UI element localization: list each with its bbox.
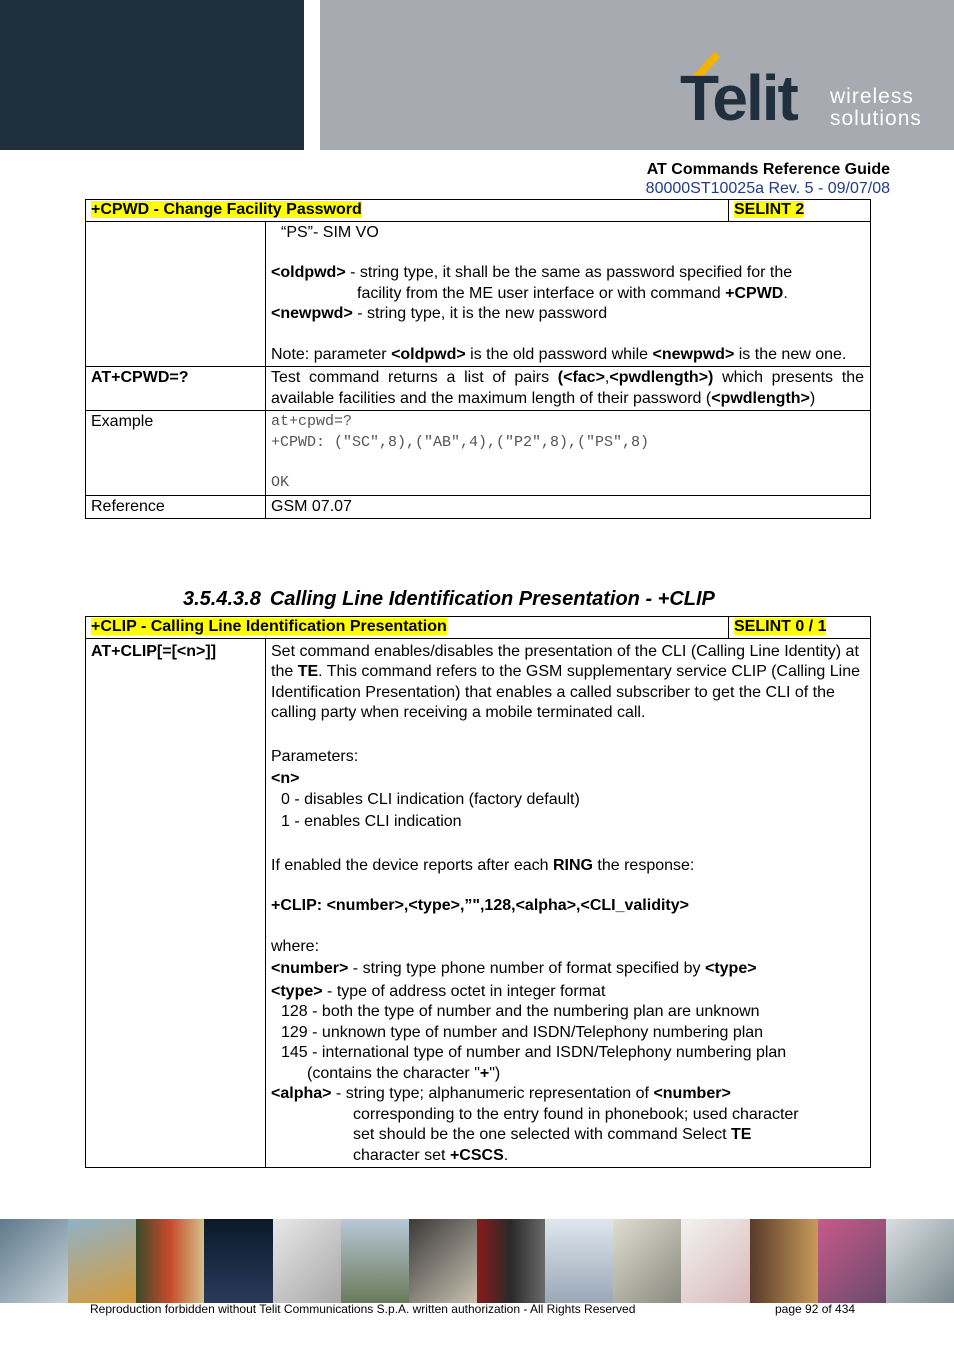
photo-tile	[341, 1219, 409, 1303]
photo-tile	[273, 1219, 341, 1303]
clip-command-label: AT+CLIP[=[<n>]]	[91, 642, 217, 660]
table-row	[86, 367, 871, 411]
section-number: 3.5.4.3.8	[183, 588, 261, 610]
alpha-cont-3: character set +CSCS.	[353, 1146, 509, 1164]
clip-description: Set command enables/disables the presentation of the CLI (Calling Line Identity) at the TE. This command refers to the GSM supplementary service CLIP (Calling Line Identification Presentation) that enables a called subscriber to get the CLI of the calling party when receiving a mobile terminated call.	[271, 642, 860, 721]
alpha-param: <alpha> - string type; alphanumeric representation of <number>	[271, 1085, 731, 1102]
cpwd-selint: SELINT 2	[734, 201, 805, 218]
n-option-1: 1 - enables CLI indication	[281, 813, 462, 830]
photo-tile	[818, 1219, 886, 1303]
newpwd-desc: <newpwd> - string type, it is the new password	[271, 305, 608, 322]
ring-text: If enabled the device reports after each RING the response:	[271, 856, 695, 874]
photo-tile	[409, 1219, 477, 1303]
photo-tile	[477, 1219, 545, 1303]
table-row	[86, 221, 871, 367]
alpha-cont-1: corresponding to the entry found in phonebook; used character	[353, 1105, 799, 1123]
example-code: at+cpwd=? +CPWD: ("SC",8),("AB",4),("P2",8),("PS",8) OK	[266, 411, 871, 496]
clip-title: +CLIP - Calling Line Identification Presentation	[91, 618, 447, 635]
header-dark-panel	[0, 0, 304, 150]
logo-word: Telit	[680, 62, 797, 134]
cpwd-table	[85, 199, 871, 519]
document-title-block	[646, 160, 890, 198]
where-label: where:	[271, 937, 320, 955]
clip-selint: SELINT 0 / 1	[734, 618, 827, 635]
table-row	[86, 200, 871, 222]
note-text: Note: parameter <oldpwd> is the old password while <newpwd> is the new one.	[271, 345, 847, 363]
footer-photo-strip	[0, 1219, 954, 1303]
photo-tile	[681, 1219, 749, 1303]
example-label: Example	[86, 411, 266, 496]
type-145: 145 - international type of number and ISDN/Telephony numbering plan	[281, 1044, 787, 1061]
ps-line: “PS”- SIM VO	[281, 223, 379, 241]
number-param: <number> - string type phone number of format specified by <type>	[271, 960, 757, 977]
n-option-0: 0 - disables CLI indication (factory default)	[281, 790, 580, 808]
photo-tile	[545, 1219, 613, 1303]
photo-tile	[613, 1219, 681, 1303]
type-128: 128 - both the type of number and the numbering plan are unknown	[281, 1003, 760, 1020]
clip-table	[85, 616, 871, 1168]
alpha-cont-2: set should be the one selected with command Select TE	[353, 1126, 752, 1143]
copyright-text: Reproduction forbidden without Telit Communications S.p.A. written authorization - All Rights Reserved	[90, 1302, 636, 1316]
document-title: AT Commands Reference Guide	[646, 161, 890, 178]
table-row	[86, 638, 871, 1168]
section-title: Calling Line Identification Presentation - +CLIP	[269, 588, 715, 610]
type-param: <type> - type of address octet in integer format	[271, 982, 606, 1000]
table-row	[86, 495, 871, 519]
table-row	[86, 617, 871, 639]
page-number: page 92 of 434	[775, 1302, 856, 1316]
test-command-label: AT+CPWD=?	[91, 369, 189, 386]
reference-value: GSM 07.07	[266, 495, 871, 519]
oldpwd-desc-cont: facility from the ME user interface or with command +CPWD.	[357, 284, 788, 302]
photo-tile	[0, 1219, 68, 1303]
logo-tagline	[830, 86, 922, 130]
type-129: 129 - unknown type of number and ISDN/Telephony numbering plan	[281, 1023, 764, 1041]
photo-tile	[136, 1219, 204, 1303]
test-command-desc: Test command returns a list of pairs (<fac>,<pwdlength>) which presents the available facilities and the maximum length of their password (<pwdlength>)	[266, 367, 871, 411]
document-revision: 80000ST10025a Rev. 5 - 09/07/08	[645, 180, 890, 197]
photo-tile	[68, 1219, 136, 1303]
section-heading	[183, 588, 715, 611]
logo-tagline-2: solutions	[830, 107, 922, 130]
photo-tile	[750, 1219, 818, 1303]
clip-response: +CLIP: <number>,<type>,”",128,<alpha>,<CLI_validity>	[271, 897, 689, 914]
cpwd-title: +CPWD - Change Facility Password	[91, 201, 362, 218]
params-label: Parameters:	[271, 747, 359, 765]
photo-tile	[886, 1219, 954, 1303]
table-row	[86, 411, 871, 496]
photo-tile	[204, 1219, 272, 1303]
logo-tagline-1: wireless	[830, 85, 914, 108]
oldpwd-desc: <oldpwd> - string type, it shall be the same as password specified for the	[271, 264, 793, 281]
reference-label: Reference	[86, 495, 266, 519]
n-param: <n>	[271, 770, 300, 787]
type-145-cont: (contains the character "+")	[307, 1064, 501, 1082]
